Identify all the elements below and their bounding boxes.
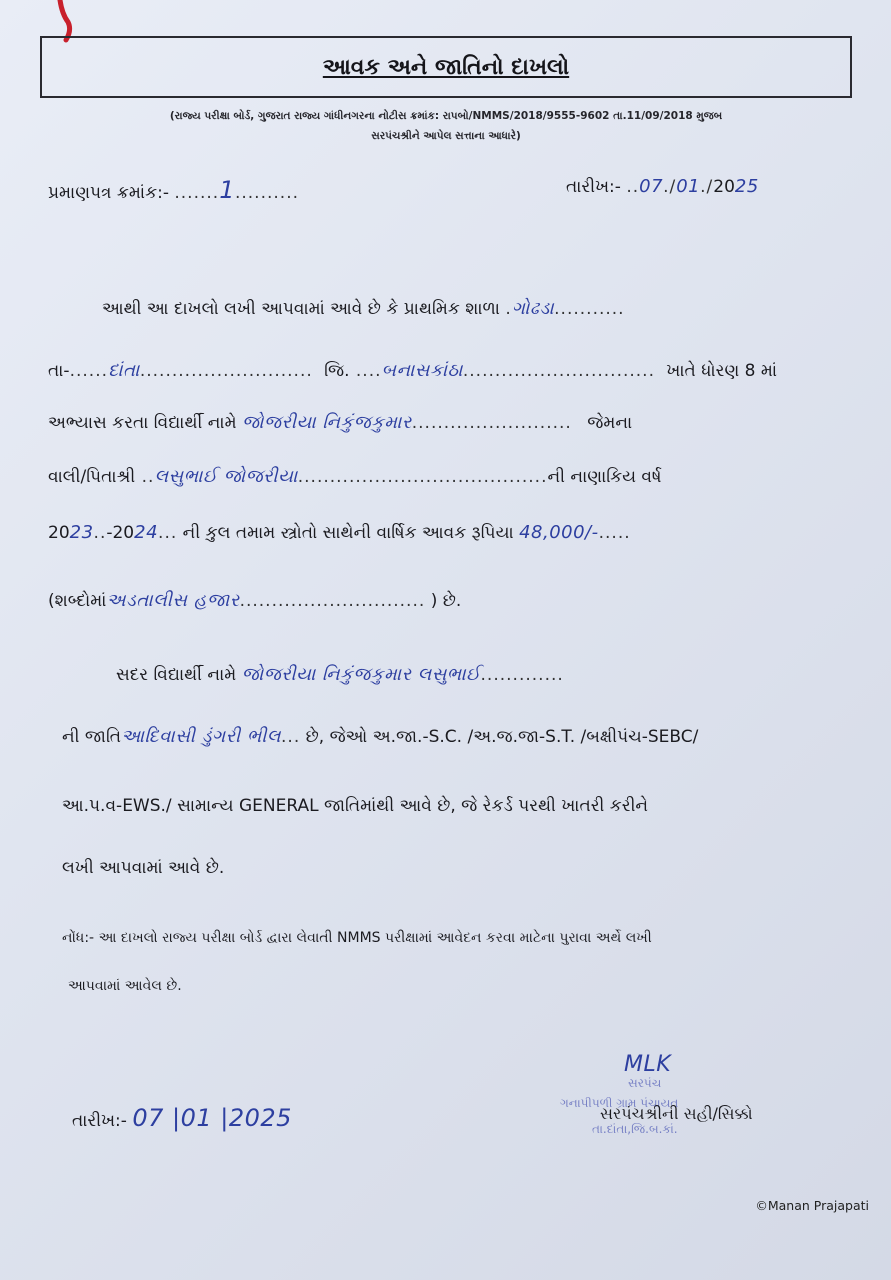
words-label: (શબ્દોમાં (48, 591, 107, 611)
body-line-2: તા-......દાંતા........................... જિ. ....બનાસકાંઠા.............................. ખાતે ધોરણ 8 માં (48, 360, 778, 381)
guardian-label: વાલી/પિતાશ્રી (48, 467, 136, 487)
reference-line-2: સરપંચશ્રીને આપેલ સત્તાના આધારે) (371, 130, 521, 142)
certificate-date-label: તારીખ:- (566, 177, 621, 197)
document-title: આવક અને જાતિનો દાખલો (322, 54, 570, 80)
taluka-label: તા- (48, 361, 70, 381)
year-from-value: 23 (69, 522, 94, 543)
certificate-date-row: તારીખ:- ..07./01./2025 (566, 176, 759, 197)
standard-text: ખાતે ધોરણ 8 માં (666, 361, 778, 381)
taluka-value: દાંતા (108, 360, 140, 381)
reference-line-1: (રાજ્ય પરીક્ષા બોર્ડ, ગુજરાત રાજ્ય ગાંધીનગરના નોટીસ ક્રમાંક: રાપબો/NMMS/2018/9555-9602 તા.11/09/2018 મુજબ (169, 110, 723, 122)
body-line-4: વાલી/પિતાશ્રી ..લસુભાઈ જોજરીયા.......................................ની નાણાકિય વર્ષ (48, 466, 662, 487)
para2-line-1: સદર વિદ્યાર્થી નામે જોજરીયા નિકુંજકુમાર લસુભાઈ............. (116, 664, 564, 685)
body-line-3: અભ્યાસ કરતા વિદ્યાર્થી નામે જોજરીયા નિકુંજકુમાર......................... જેમના (48, 412, 633, 433)
para2-line-2: ની જાતિઆદિવાસી ડુંગરી ભીલ... છે, જેઓ અ.જા.-S.C. /અ.જ.જા-S.T. /બક્ષીપંચ-SEBC/ (62, 726, 699, 747)
intro-text: આથી આ દાખલો લખી આપવામાં આવે છે કે પ્રાથમિક શાળા (102, 299, 500, 319)
income-value: 48,000/- (519, 522, 599, 543)
footer-date-row (72, 1104, 292, 1132)
para2-label: સદર વિદ્યાર્થી નામે (116, 665, 237, 685)
whose-text: જેમના (587, 413, 633, 433)
note-line-1 (62, 930, 652, 946)
body-line-5: 2023..-2024... ની કુલ તમામ સ્ત્રોતો સાથેની વાર્ષિક આવક રૂપિયા 48,000/-..... (48, 522, 631, 543)
certificate-date-day: 07 (639, 176, 664, 197)
para2-line-4: લખી આપવામાં આવે છે. (62, 858, 225, 878)
words-value: અડતાલીસ હજાર (106, 590, 240, 611)
stamp-title: સરપંચ (628, 1076, 662, 1090)
caste-value: આદિવાસી ડુંગરી ભીલ (121, 726, 282, 747)
certificate-number-label: પ્રમાણપત્ર ક્રમાંક:- (48, 183, 169, 203)
district-value: બનાસકાંઠા (381, 360, 463, 381)
student-label: અભ્યાસ કરતા વિદ્યાર્થી નામે (48, 413, 237, 433)
signature-initials: MLK (624, 1052, 672, 1077)
footer-date-label: તારીખ:- (72, 1111, 127, 1131)
year-from-prefix: 20 (48, 523, 70, 543)
income-text: ની કુલ તમામ સ્ત્રોતો સાથેની વાર્ષિક આવક રૂપિયા (182, 523, 514, 543)
year-to-prefix: -20 (106, 523, 135, 543)
caste-rest: છે, જેઓ અ.જા.-S.C. /અ.જ.જા-S.T. /બક્ષીપંચ-SEBC/ (305, 727, 699, 747)
stamp-village: ગનાપીપળી ગ્રામ પંચાયત (560, 1096, 679, 1110)
fiscal-text: ની નાણાકિય વર્ષ (547, 467, 662, 487)
words-close: ) છે. (430, 591, 462, 611)
footer-date-value: 07 |01 |2025 (132, 1104, 292, 1132)
signature-label: સરપંચશ્રીની સહી/સિક્કો (600, 1104, 753, 1123)
para2-name: જોજરીયા નિકુંજકુમાર લસુભાઈ (241, 664, 481, 685)
note-line-2: આપવામાં આવેલ છે. (68, 978, 182, 994)
certificate-number-row: પ્રમાણપત્ર ક્રમાંક:- .......1.......... (48, 176, 300, 204)
note-text-1: આ દાખલો રાજ્ય પરીક્ષા બોર્ડ દ્વારા લેવાતી NMMS પરીક્ષામાં આવેદન કરવા માટેના પુરાવા અર્થે લખી (98, 930, 652, 946)
para2-line-3: આ.પ.વ-EWS./ સામાન્ય GENERAL જાતિમાંથી આવે છે, જે રેકર્ડ પરથી ખાતરી કરીને (62, 796, 649, 816)
school-value: ગોઢડા (511, 298, 555, 319)
district-label: જિ. (324, 361, 350, 381)
stamp-taluka: તા.દાંતા,જિ.બ.કાં. (592, 1122, 678, 1136)
certificate-number-value: 1 (219, 176, 235, 204)
title-box (40, 36, 852, 98)
guardian-value: લસુભાઈ જોજરીયા (154, 466, 298, 487)
copyright-text: ©Manan Prajapati (755, 1198, 869, 1213)
certificate-date-year-prefix: 20 (713, 177, 735, 197)
certificate-date-year-suffix: 25 (734, 176, 759, 197)
caste-label: ની જાતિ (62, 727, 122, 747)
student-value: જોજરીયા નિકુંજકુમાર (242, 412, 412, 433)
certificate-date-month: 01 (676, 176, 701, 197)
note-label: નોંધ:- (62, 930, 95, 946)
year-to-value: 24 (134, 522, 159, 543)
body-line-6: (શબ્દોમાંઅડતાલીસ હજાર............................. ) છે. (48, 590, 462, 611)
body-line-1: આથી આ દાખલો લખી આપવામાં આવે છે કે પ્રાથમિક શાળા .ગોઢડા........... (102, 298, 625, 319)
